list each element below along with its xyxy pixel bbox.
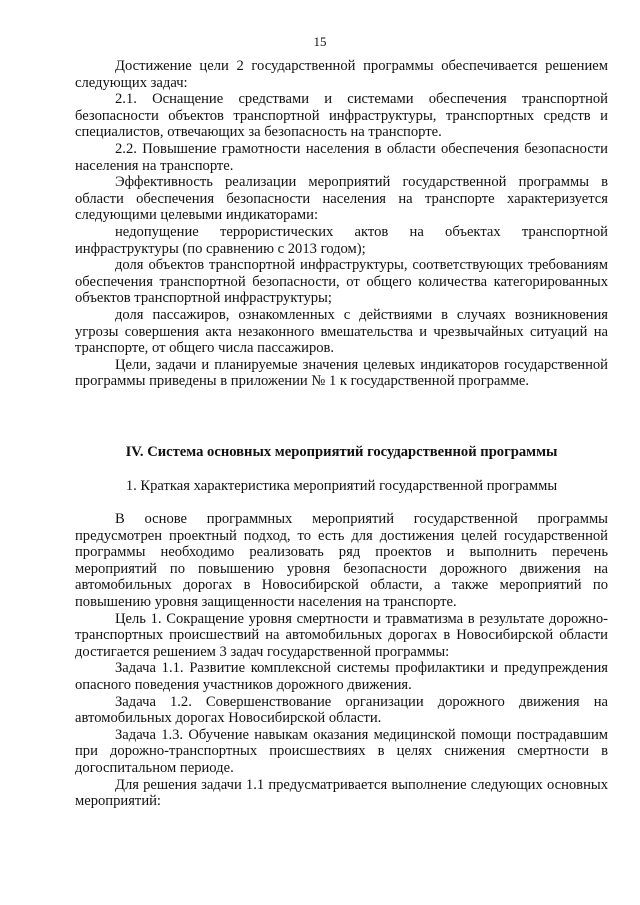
paragraph: Цели, задачи и планируемые значения целевых индикаторов государственной программы приведены в приложении № 1 к государственной программе. — [75, 356, 608, 390]
body-text-part-1 — [75, 58, 608, 390]
paragraph: доля объектов транспортной инфраструктуры, соответствующих требованиям обеспечения транспортной безопасности, от общего количества категорированных объектов транспортной инфраструктуры; — [75, 257, 608, 307]
paragraph: недопущение террористических актов на объектах транспортной инфраструктуры (по сравнению с 2013 годом); — [75, 223, 608, 257]
paragraph: 2.1. Оснащение средствами и системами обеспечения транспортной безопасности объектов транспортной инфраструктуры, транспортных средств и специалистов, отвечающих за безопасность на транспорте. — [75, 91, 608, 141]
paragraph: Для решения задачи 1.1 предусматривается выполнение следующих основных мероприятий: — [75, 776, 608, 810]
paragraph: Задача 1.2. Совершенствование организации дорожного движения на автомобильных дорогах Новосибирской области. — [75, 693, 608, 727]
paragraph: Эффективность реализации мероприятий государственной программы в области обеспечения безопасности населения на транспорте характеризуется следующими целевыми индикаторами: — [75, 174, 608, 224]
paragraph: Задача 1.3. Обучение навыкам оказания медицинской помощи пострадавшим при дорожно-транспортных происшествиях в целях снижения смертности в догоспитальном периоде. — [75, 726, 608, 776]
paragraph: Цель 1. Сокращение уровня смертности и травматизма в результате дорожно-транспортных происшествий на автомобильных дорогах в Новосибирской области достигается решением 3 задач государственной программы: — [75, 610, 608, 660]
section-heading: IV. Система основных мероприятий государственной программы — [125, 444, 558, 460]
paragraph: 2.2. Повышение грамотности населения в области обеспечения безопасности населения на транспорте. — [75, 140, 608, 174]
body-text-part-2 — [75, 511, 608, 810]
page-number: 15 — [313, 34, 327, 49]
subsection-heading-block — [75, 478, 608, 495]
paragraph: доля пассажиров, ознакомленных с действиями в случаях возникновения угрозы совершения акта незаконного вмешательства и чрезвычайных ситуаций на транспорте, от общего числа пассажиров. — [75, 306, 608, 357]
subsection-heading: 1. Краткая характеристика мероприятий государственной программы — [125, 478, 558, 494]
paragraph: Достижение цели 2 государственной программы обеспечивается решением следующих задач: — [75, 58, 608, 91]
paragraph: Задача 1.1. Развитие комплексной системы профилактики и предупреждения опасного поведения участников дорожного движения. — [75, 660, 608, 693]
paragraph: В основе программных мероприятий государственной программы предусмотрен проектный подход, то есть для достижения целей государственной программы необходимо реализовать ряд проектов и выполнить перечень мероприятий по повышению уровня безопасности дорожного движения на автомобильных дорогах в Новосибирской области, а также мероприятий по повышению уровня защищенности населения на транспорте. — [75, 511, 608, 610]
section-heading-block — [75, 444, 608, 461]
